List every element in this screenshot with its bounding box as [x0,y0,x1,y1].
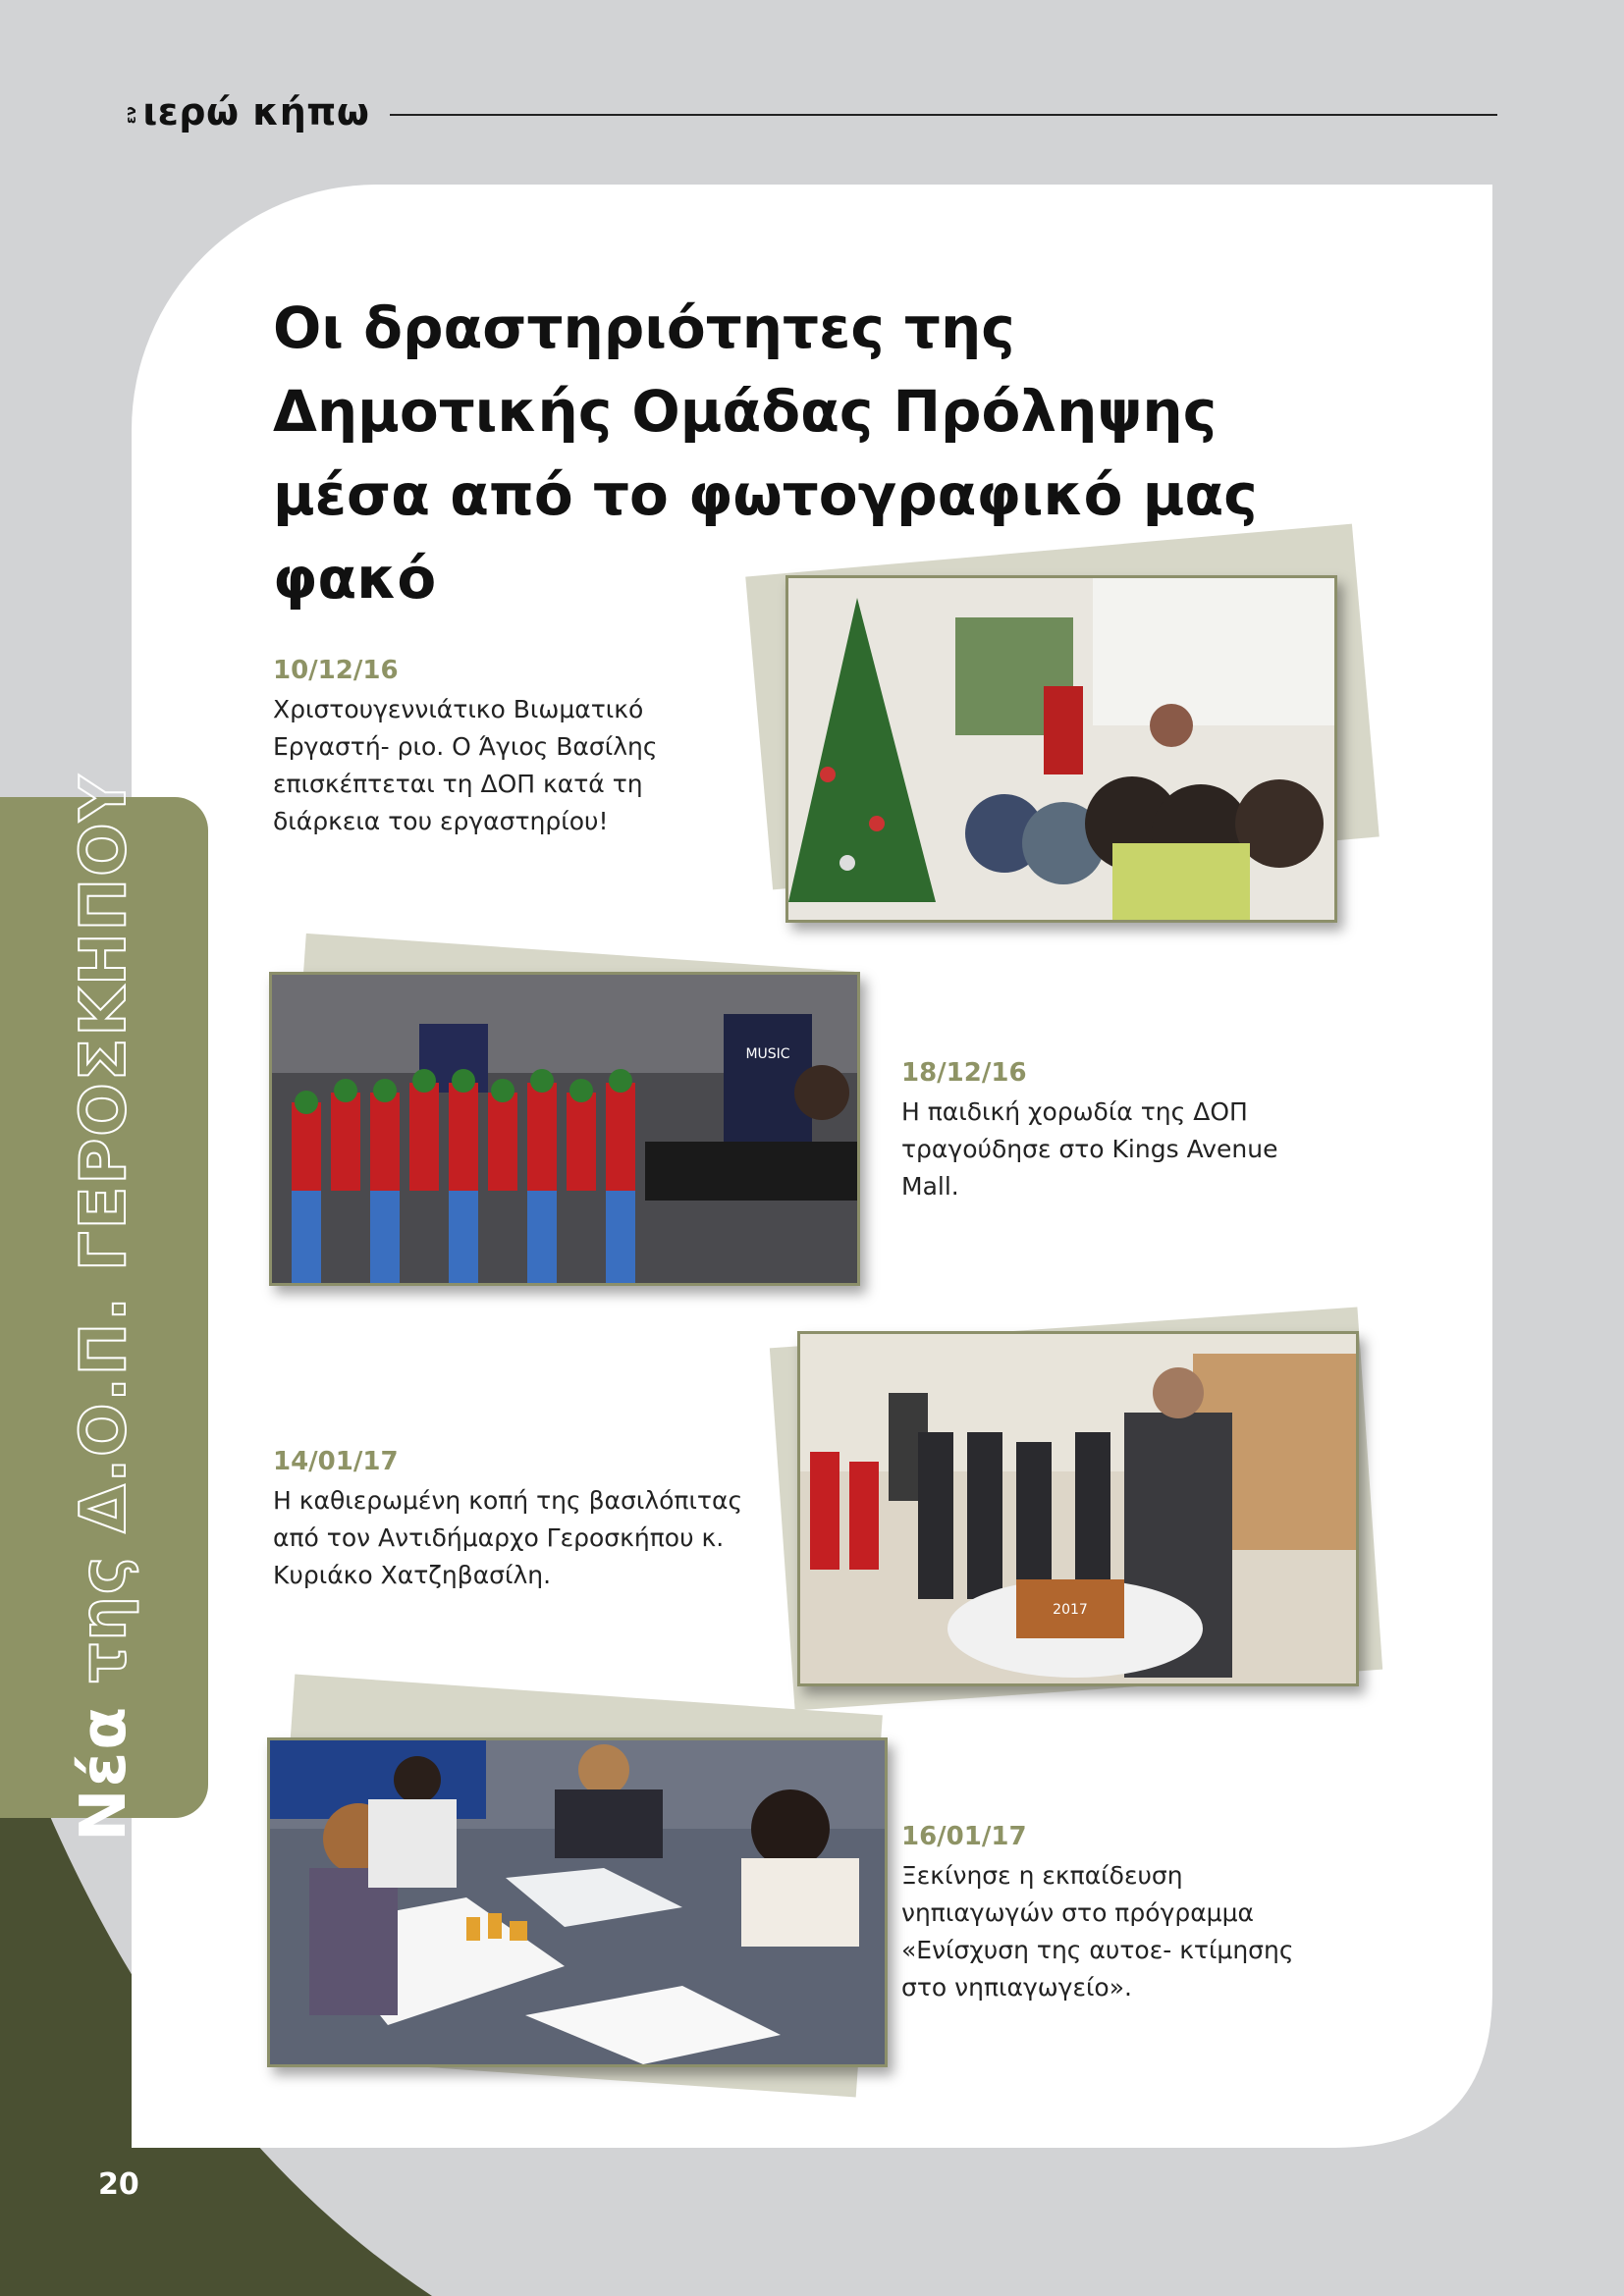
header-rule [390,114,1497,116]
event-date: 16/01/17 [901,1822,1027,1851]
event-caption [901,1058,1314,1205]
event-text: Η παιδική χορωδία της ΔΟΠ τραγούδησε στο Kings Avenue Mall. [901,1097,1278,1201]
photo-vasilopita-cutting [797,1331,1359,1686]
page-header [123,90,1497,139]
page-title: Οι δραστηριότητες της Δημοτικής Ομάδας Πρόληψης μέσα από το φωτογραφικό μας φακό [273,294,1258,612]
cake-text: 2017 [1053,1602,1088,1618]
event-caption [273,656,754,840]
event-date: 10/12/16 [273,656,399,685]
photo-christmas-workshop [785,575,1337,923]
masthead-logo: ενιερώ κήπω [124,90,370,133]
photo-children-choir [269,972,860,1286]
event-text: Η καθιερωμένη κοπή της βασιλόπιτας από τον Αντιδήμαρχο Γεροσκήπου κ. Κυριάκο Χατζηβασίλη. [273,1486,743,1589]
event-date: 14/01/17 [273,1447,399,1476]
event-date: 18/12/16 [901,1058,1027,1088]
section-label: Νέα της Δ.Ο.Π. ΓΕΡΟΣΚΗΠΟΥ [68,774,140,1842]
photo-teacher-training [267,1737,888,2067]
event-text: Χριστουγεννιάτικο Βιωματικό Εργαστή- ριο. Ο Άγιος Βασίλης επισκέπτεται τη ΔΟΠ κατά τη διάρκεια του εργαστηρίου! [273,695,658,835]
page-number: 20 [98,2167,139,2202]
event-caption [901,1822,1333,2006]
panel-corner [1335,1991,1492,2148]
event-caption [273,1447,784,1594]
event-text: Ξεκίνησε η εκπαίδευση νηπιαγωγών στο πρόγραμμα «Ενίσχυση της αυτοε- κτίμησης στο νηπιαγωγείο». [901,1861,1294,2002]
music-banner-text: MUSIC [745,1046,790,1062]
